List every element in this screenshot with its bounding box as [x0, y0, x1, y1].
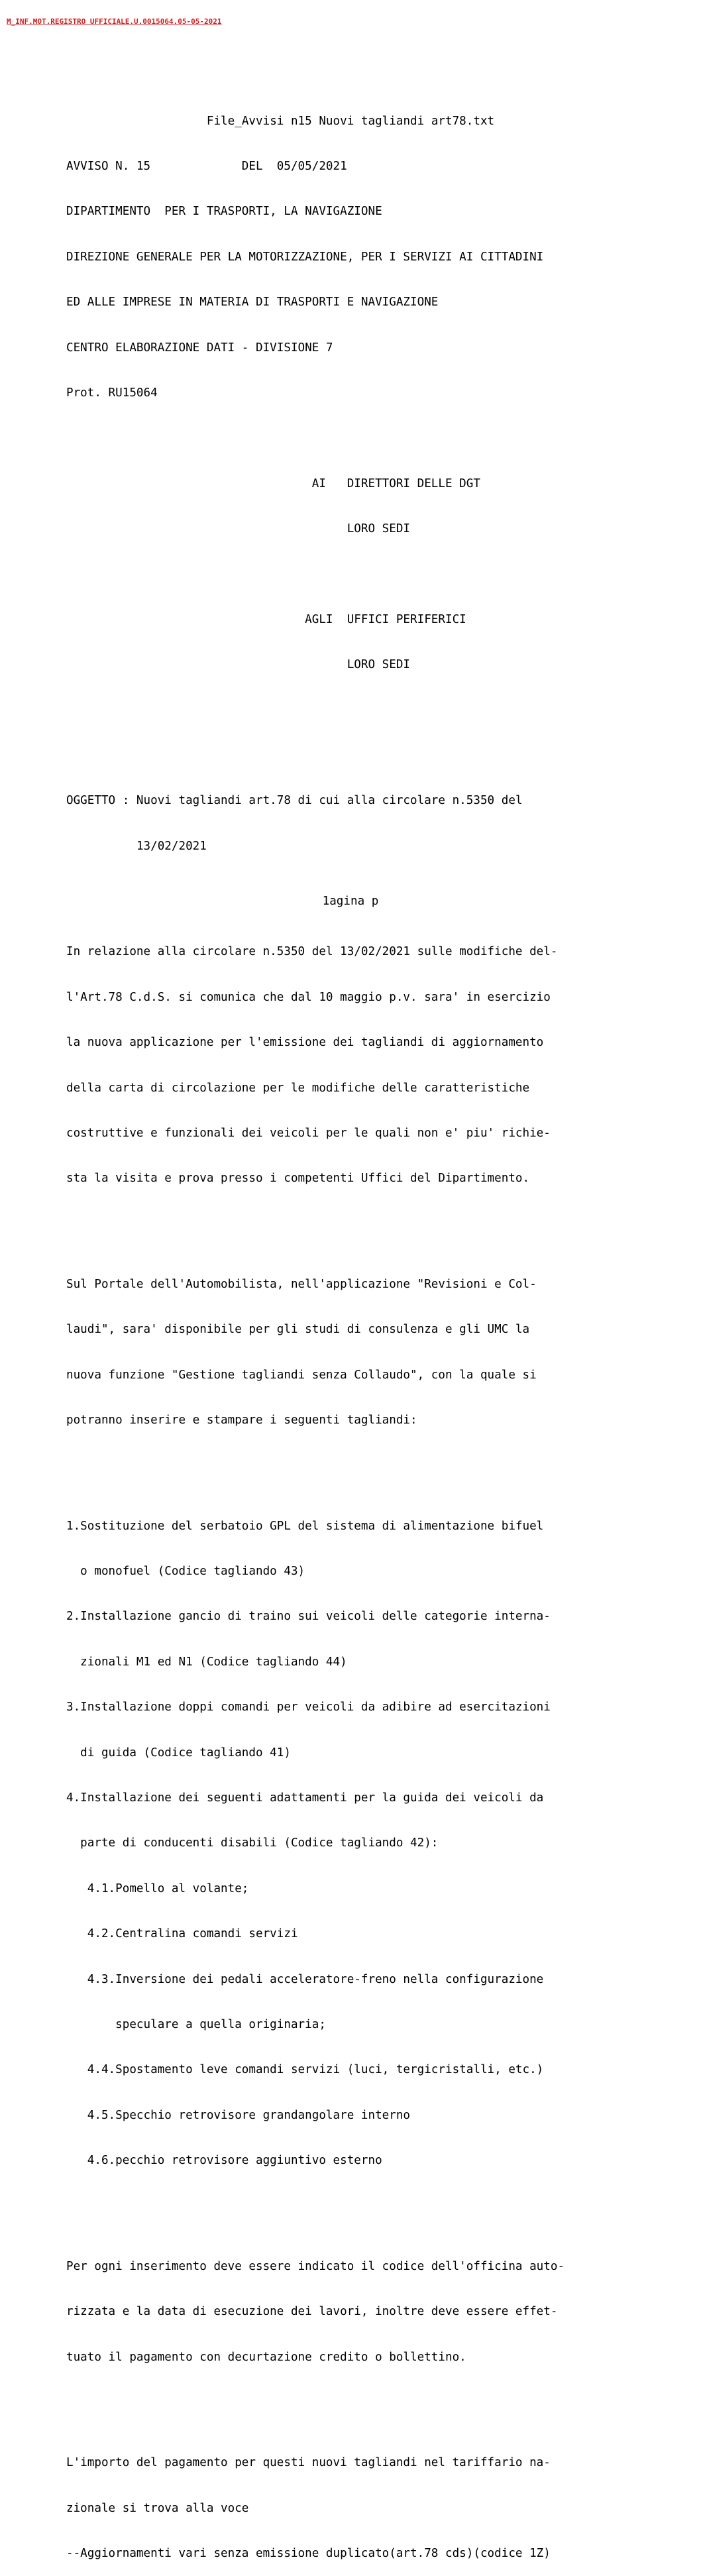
paragraph-1-line: della carta di circolazione per le modifiche delle caratteristiche: [66, 1081, 530, 1095]
paragraph-4-line: zionale si trova alla voce: [66, 2501, 249, 2515]
paragraph-1-line: In relazione alla circolare n.5350 del 13/02/2021 sulle modifiche del-: [66, 945, 558, 959]
list-item: 4.Installazione dei seguenti adattamenti per la guida dei veicoli da: [66, 1791, 544, 1805]
spacer: [66, 1217, 596, 1232]
recipient-agli: AGLI UFFICI PERIFERICI: [66, 612, 466, 626]
paragraph-2-line: nuova funzione "Gestione tagliandi senza Collaudo", con la quale si: [66, 1368, 537, 1382]
list-subitem: 4.6.pecchio retrovisore aggiuntivo esterno: [66, 2154, 382, 2168]
list-subitem: 4.4.Spostamento leve comandi servizi (luci, tergicristalli, etc.): [66, 2063, 544, 2077]
paragraph-1-line: costruttive e funzionali dei veicoli per le quali non e' piu' richie-: [66, 1126, 551, 1140]
document-body: [66, 84, 596, 2576]
paragraph-2-line: Sul Portale dell'Automobilista, nell'applicazione "Revisioni e Col-: [66, 1277, 537, 1291]
list-subitem: speculare a quella originaria;: [66, 2018, 326, 2031]
file-title: File_Avvisi n15 Nuovi tagliandi art78.txt: [206, 114, 495, 128]
list-subitem: 4.1.Pomello al volante;: [66, 1881, 249, 1895]
oggetto-line-1: OGGETTO : Nuovi tagliandi art.78 di cui alla circolare n.5350 del: [66, 794, 523, 808]
spacer: [66, 748, 596, 763]
paragraph-1-line: sta la visita e prova presso i competenti Uffici del Dipartimento.: [66, 1172, 530, 1186]
list-item: zionali M1 ed N1 (Codice tagliando 44): [66, 1655, 347, 1669]
list-item: parte di conducenti disabili (Codice tagliando 42):: [66, 1836, 439, 1850]
avviso-line: AVVISO N. 15 DEL 05/05/2021: [66, 159, 347, 173]
spacer: [66, 567, 596, 583]
direzione-line-1: DIREZIONE GENERALE PER LA MOTORIZZAZIONE, PER I SERVIZI AI CITTADINI: [66, 250, 544, 264]
list-item: di guida (Codice tagliando 41): [66, 1746, 291, 1760]
paragraph-3-line: Per ogni inserimento deve essere indicato il codice dell'officina auto-: [66, 2259, 565, 2273]
protocol-stamp: M_INF.MOT.REGISTRO UFFICIALE.U.0015064.05-05-2021: [7, 17, 222, 26]
dipartimento-line: DIPARTIMENTO PER I TRASPORTI, LA NAVIGAZIONE: [66, 205, 382, 219]
paragraph-4-line: --Aggiornamenti vari senza emissione duplicato(art.78 cds)(codice 1Z): [66, 2546, 551, 2560]
list-item: 3.Installazione doppi comandi per veicoli da adibire ad esercitazioni: [66, 1701, 551, 1714]
spacer: [66, 1459, 596, 1474]
list-subitem: 4.5.Specchio retrovisore grandangolare interno: [66, 2108, 411, 2122]
direzione-line-2: ED ALLE IMPRESE IN MATERIA DI TRASPORTI E NAVIGAZIONE: [66, 296, 439, 309]
spacer: [66, 2395, 596, 2410]
recipient-ai-sedi: LORO SEDI: [66, 522, 411, 536]
oggetto-line-2: 13/02/2021: [66, 839, 207, 853]
prot-line: Prot. RU15064: [66, 386, 158, 400]
spacer: [66, 703, 596, 718]
page-footer: 1agina p: [322, 895, 379, 908]
paragraph-4-line: L'importo del pagamento per questi nuovi tagliandi nel tariffario na-: [66, 2456, 551, 2470]
centro-line: CENTRO ELABORAZIONE DATI - DIVISIONE 7: [66, 341, 333, 355]
paragraph-3-line: tuato il pagamento con decurtazione credito o bollettino.: [66, 2350, 466, 2364]
spacer: [66, 431, 596, 446]
paragraph-2-line: laudi", sara' disponibile per gli studi di consulenza e gli UMC la: [66, 1323, 530, 1337]
recipient-ai: AI DIRETTORI DELLE DGT: [66, 476, 480, 490]
list-item: 1.Sostituzione del serbatoio GPL del sistema di alimentazione bifuel: [66, 1519, 544, 1533]
list-subitem: 4.3.Inversione dei pedali acceleratore-freno nella configurazione: [66, 1972, 544, 1986]
paragraph-1-line: l'Art.78 C.d.S. si comunica che dal 10 maggio p.v. sara' in esercizio: [66, 990, 551, 1004]
list-item: 2.Installazione gancio di traino sui veicoli delle categorie interna-: [66, 1610, 551, 1624]
list-item: o monofuel (Codice tagliando 43): [66, 1565, 305, 1579]
paragraph-1-line: la nuova applicazione per l'emissione dei tagliandi di aggiornamento: [66, 1036, 544, 1050]
list-subitem: 4.2.Centralina comandi servizi: [66, 1927, 298, 1941]
paragraph-2-line: potranno inserire e stampare i seguenti tagliandi:: [66, 1414, 417, 1428]
paragraph-3-line: rizzata e la data di esecuzione dei lavori, inoltre deve essere effet-: [66, 2305, 558, 2319]
spacer: [66, 2199, 596, 2214]
recipient-agli-sedi: LORO SEDI: [66, 658, 411, 672]
